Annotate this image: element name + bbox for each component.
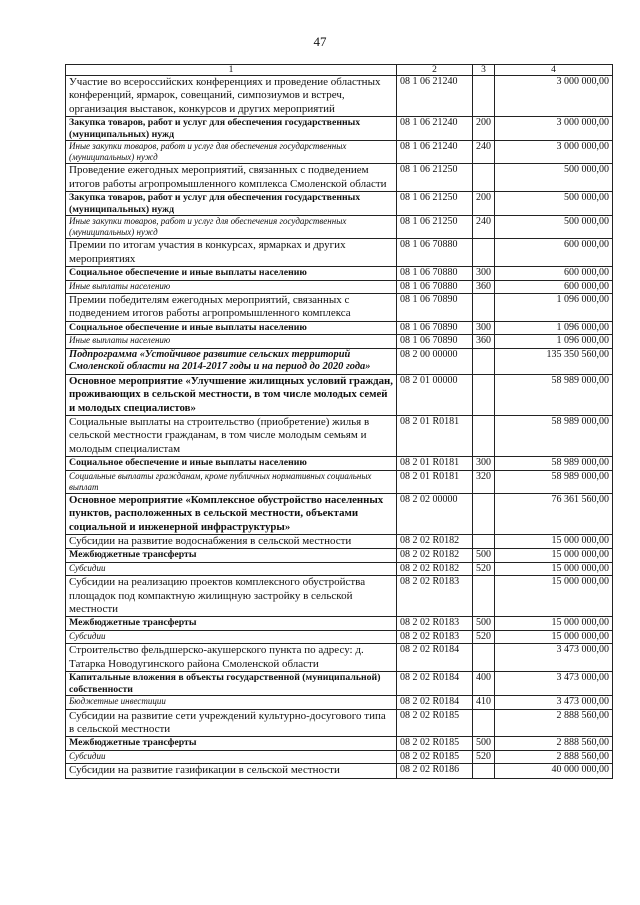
cell-code: 08 2 02 R0186 [397,764,473,778]
cell-name: Проведение ежегодных мероприятий, связанных с подведением итогов работы агропромышленного комплекса Смоленской области [66,164,397,192]
cell-code: 08 2 02 00000 [397,493,473,534]
table-row [66,76,613,117]
cell-code: 08 2 02 R0183 [397,617,473,630]
cell-vr: 360 [473,335,495,348]
cell-code: 08 2 01 R0181 [397,457,473,470]
cell-sum: 1 096 000,00 [495,294,613,322]
cell-sum: 600 000,00 [495,267,613,280]
table-body [66,65,613,779]
cell-vr [473,374,495,415]
cell-name: Социальное обеспечение и иные выплаты населению [66,267,397,280]
cell-vr [473,416,495,457]
cell-vr [473,348,495,374]
table-row [66,192,613,216]
cell-vr: 360 [473,280,495,293]
cell-sum: 500 000,00 [495,216,613,239]
cell-sum: 3 000 000,00 [495,76,613,117]
cell-name: Социальные выплаты на строительство (приобретение) жилья в сельской местности гражданам, в том числе молодым семьям и молодым специалистам [66,416,397,457]
table-row [66,709,613,737]
cell-vr: 520 [473,562,495,575]
cell-sum: 15 000 000,00 [495,630,613,643]
cell-vr: 300 [473,457,495,470]
table-header-row [66,65,613,76]
cell-vr [473,709,495,737]
cell-name: Премии победителям ежегодных мероприятий, связанных с подведением итогов работы агропромышленного комплекса [66,294,397,322]
cell-code: 08 2 01 R0181 [397,470,473,493]
cell-sum: 600 000,00 [495,280,613,293]
cell-name: Подпрограмма «Устойчивое развитие сельских территорий Смоленской области на 2014-2017 годы и на период до 2020 года» [66,348,397,374]
table-row [66,630,613,643]
cell-name: Закупка товаров, работ и услуг для обеспечения государственных (муниципальных) нужд [66,192,397,216]
cell-code: 08 2 02 R0184 [397,644,473,672]
header-cell-sum: 4 [495,65,613,76]
header-cell-name: 1 [66,65,397,76]
cell-code: 08 2 01 00000 [397,374,473,415]
cell-vr: 200 [473,117,495,141]
cell-code: 08 1 06 21250 [397,192,473,216]
cell-sum: 600 000,00 [495,239,613,267]
cell-sum: 15 000 000,00 [495,549,613,562]
cell-vr: 500 [473,617,495,630]
table-row [66,348,613,374]
table-row [66,576,613,617]
table-row [66,267,613,280]
page-number: 47 [313,34,327,49]
cell-code: 08 2 02 R0182 [397,534,473,548]
table-row [66,737,613,750]
cell-vr [473,294,495,322]
cell-sum: 76 361 560,00 [495,493,613,534]
table-row [66,164,613,192]
table-row [66,374,613,415]
cell-sum: 58 989 000,00 [495,374,613,415]
header-cell-vr: 3 [473,65,495,76]
cell-name: Межбюджетные трансферты [66,737,397,750]
cell-sum: 1 096 000,00 [495,321,613,334]
cell-sum: 2 888 560,00 [495,709,613,737]
table-row [66,764,613,778]
cell-vr: 200 [473,192,495,216]
cell-vr [473,576,495,617]
table-row [66,335,613,348]
cell-vr [473,764,495,778]
cell-name: Межбюджетные трансферты [66,549,397,562]
table-row [66,750,613,763]
cell-vr: 300 [473,321,495,334]
cell-name: Субсидии [66,562,397,575]
cell-vr: 410 [473,696,495,709]
cell-code: 08 2 02 R0184 [397,671,473,695]
table-row [66,671,613,695]
table-row [66,239,613,267]
table-row [66,644,613,672]
cell-sum: 40 000 000,00 [495,764,613,778]
cell-vr [473,164,495,192]
cell-vr: 500 [473,737,495,750]
cell-name: Социальное обеспечение и иные выплаты населению [66,457,397,470]
cell-name: Субсидии [66,750,397,763]
table-row [66,617,613,630]
table-row [66,549,613,562]
cell-sum: 135 350 560,00 [495,348,613,374]
cell-name: Субсидии на развитие газификации в сельской местности [66,764,397,778]
table-row [66,280,613,293]
cell-vr: 240 [473,141,495,164]
cell-sum: 58 989 000,00 [495,416,613,457]
cell-vr [473,493,495,534]
cell-name: Иные выплаты населению [66,335,397,348]
cell-sum: 2 888 560,00 [495,750,613,763]
cell-sum: 15 000 000,00 [495,562,613,575]
table-row [66,534,613,548]
cell-name: Субсидии на реализацию проектов комплексного обустройства площадок под компактную жилищную застройку в сельской местности [66,576,397,617]
table-row [66,470,613,493]
cell-name: Иные закупки товаров, работ и услуг для обеспечения государственных (муниципальных) нужд [66,141,397,164]
cell-name: Социальные выплаты гражданам, кроме публичных нормативных социальных выплат [66,470,397,493]
cell-name: Субсидии на развитие водоснабжения в сельской местности [66,534,397,548]
budget-table [65,64,613,779]
cell-sum: 3 000 000,00 [495,141,613,164]
cell-name: Иные выплаты населению [66,280,397,293]
cell-sum: 58 989 000,00 [495,470,613,493]
cell-sum: 15 000 000,00 [495,534,613,548]
cell-sum: 58 989 000,00 [495,457,613,470]
cell-vr: 240 [473,216,495,239]
cell-name: Премии по итогам участия в конкурсах, ярмарках и других мероприятиях [66,239,397,267]
cell-sum: 3 473 000,00 [495,644,613,672]
cell-name: Социальное обеспечение и иные выплаты населению [66,321,397,334]
cell-name: Субсидии [66,630,397,643]
cell-sum: 3 473 000,00 [495,671,613,695]
cell-name: Иные закупки товаров, работ и услуг для обеспечения государственных (муниципальных) нужд [66,216,397,239]
table-row [66,416,613,457]
header-cell-code: 2 [397,65,473,76]
cell-code: 08 2 02 R0185 [397,750,473,763]
table-row [66,117,613,141]
cell-sum: 15 000 000,00 [495,617,613,630]
cell-name: Закупка товаров, работ и услуг для обеспечения государственных (муниципальных) нужд [66,117,397,141]
cell-name: Межбюджетные трансферты [66,617,397,630]
cell-name: Основное мероприятие «Комплексное обустройство населенных пунктов, расположенных в сельской местности, объектами социальной и инженерной инфраструктуры» [66,493,397,534]
table-row [66,141,613,164]
cell-vr: 500 [473,549,495,562]
cell-code: 08 1 06 70890 [397,294,473,322]
cell-sum: 2 888 560,00 [495,737,613,750]
table-row [66,321,613,334]
cell-code: 08 2 02 R0182 [397,549,473,562]
cell-vr [473,644,495,672]
cell-sum: 3 473 000,00 [495,696,613,709]
cell-vr [473,534,495,548]
cell-code: 08 2 02 R0182 [397,562,473,575]
cell-vr: 400 [473,671,495,695]
cell-vr [473,239,495,267]
table-row [66,493,613,534]
cell-name: Строительство фельдшерско-акушерского пункта по адресу: д. Татарка Новодугинского района Смоленской области [66,644,397,672]
cell-code: 08 2 02 R0183 [397,630,473,643]
cell-code: 08 2 02 R0183 [397,576,473,617]
cell-code: 08 1 06 21250 [397,164,473,192]
cell-code: 08 1 06 21240 [397,76,473,117]
cell-sum: 500 000,00 [495,164,613,192]
cell-code: 08 2 02 R0185 [397,737,473,750]
cell-name: Бюджетные инвестиции [66,696,397,709]
cell-vr: 520 [473,630,495,643]
cell-code: 08 1 06 21240 [397,141,473,164]
cell-vr: 300 [473,267,495,280]
table-row [66,696,613,709]
table-row [66,216,613,239]
cell-sum: 500 000,00 [495,192,613,216]
cell-code: 08 1 06 70880 [397,239,473,267]
cell-code: 08 2 02 R0184 [397,696,473,709]
cell-name: Основное мероприятие «Улучшение жилищных условий граждан, проживающих в сельской местности, в том числе молодых семей и молодых специалистов» [66,374,397,415]
table-row [66,294,613,322]
table-row [66,562,613,575]
cell-name: Капитальные вложения в объекты государственной (муниципальной) собственности [66,671,397,695]
cell-code: 08 1 06 70880 [397,267,473,280]
cell-code: 08 1 06 21240 [397,117,473,141]
cell-sum: 15 000 000,00 [495,576,613,617]
cell-code: 08 1 06 70890 [397,321,473,334]
cell-vr: 320 [473,470,495,493]
table-row [66,457,613,470]
cell-code: 08 2 01 R0181 [397,416,473,457]
cell-vr: 520 [473,750,495,763]
cell-sum: 1 096 000,00 [495,335,613,348]
cell-name: Участие во всероссийских конференциях и проведение областных конференций, ярмарок, совещаний, симпозиумов и встреч, организация выставок, конкурсов и других мероприятий [66,76,397,117]
cell-code: 08 1 06 70890 [397,335,473,348]
cell-code: 08 2 00 00000 [397,348,473,374]
cell-code: 08 1 06 70880 [397,280,473,293]
cell-code: 08 1 06 21250 [397,216,473,239]
cell-name: Субсидии на развитие сети учреждений культурно-досугового типа в сельской местности [66,709,397,737]
cell-vr [473,76,495,117]
cell-code: 08 2 02 R0185 [397,709,473,737]
cell-sum: 3 000 000,00 [495,117,613,141]
